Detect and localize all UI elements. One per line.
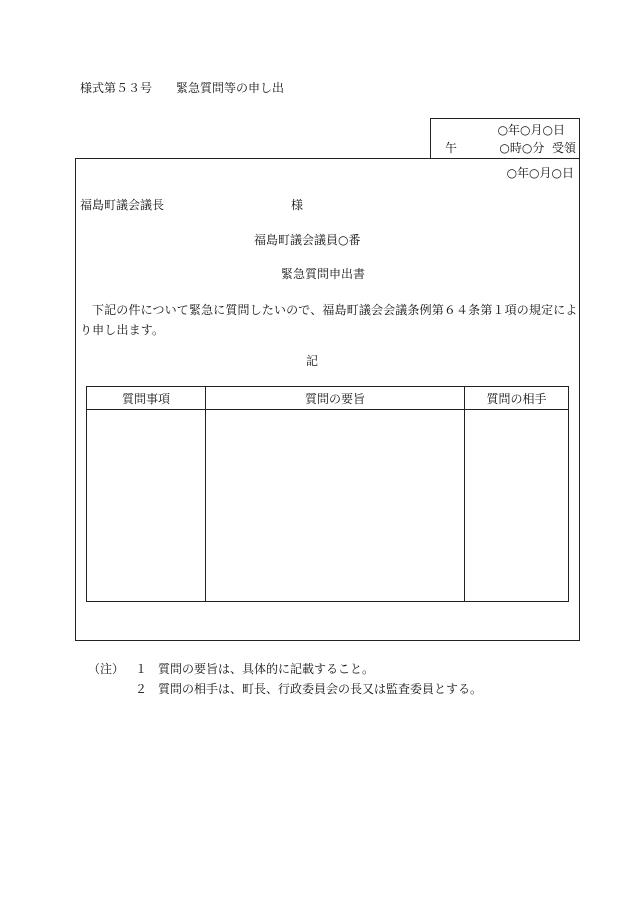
form-title [80,80,284,96]
header-question-item: 質問事項 [87,387,206,410]
form-number: 様式第５３号 [80,81,153,95]
receipt-received-label: 受領 [551,141,576,155]
header-question-addressee: 質問の相手 [465,387,569,410]
table-row [87,410,569,602]
header-question-summary: 質問の要旨 [206,387,465,410]
submit-date: ○年○月○日 [506,166,574,180]
ki-heading: 記 [306,354,319,368]
question-table [86,386,569,602]
note-number: １ [135,662,148,676]
addressee-honorific: 様 [291,198,304,212]
note-text: 質問の相手は、町長、行政委員会の長又は監査委員とする。 [158,682,483,696]
table-header-row [87,387,569,410]
request-body-text: 下記の件について緊急に質問したいので、福島町議会会議条例第６４条第１項の規定により申し出ます。 [80,303,578,337]
note-number: ２ [135,682,148,696]
council-member: 福島町議会議員○番 [254,233,361,247]
receipt-stamp-box [430,118,580,158]
receipt-time-value: ○時○分 [499,141,545,155]
notes-label: （注） [88,662,125,676]
document-title: 緊急質問申出書 [281,267,366,281]
question-item-cell[interactable] [87,410,206,602]
form-name: 緊急質問等の申し出 [176,81,285,95]
receipt-date: ○年○月○日 [497,123,565,137]
addressee: 福島町議会議長 [80,198,165,212]
question-addressee-cell[interactable] [465,410,569,602]
question-summary-cell[interactable] [206,410,465,602]
note-text: 質問の要旨は、具体的に記載すること。 [158,662,375,676]
receipt-am-pm: 午 [445,141,458,155]
receipt-time [499,140,576,156]
